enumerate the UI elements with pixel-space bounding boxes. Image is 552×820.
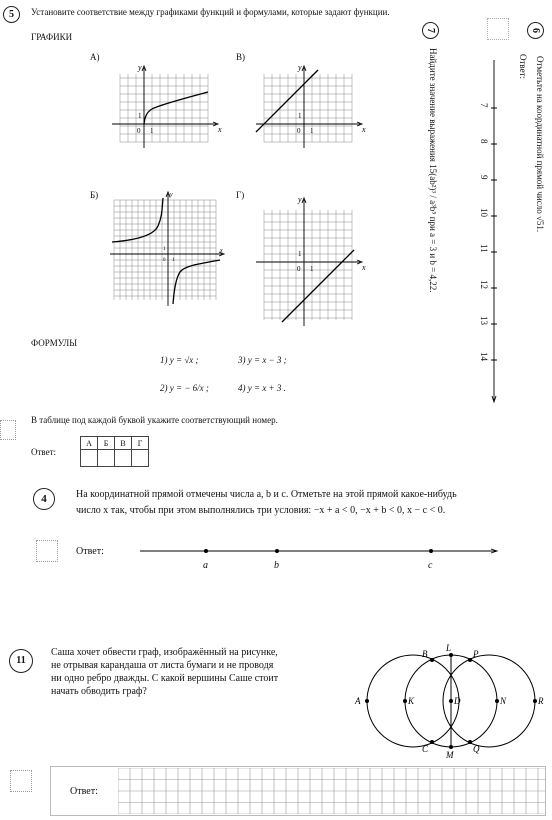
- task6-text: Отметьте на координатной прямой число √51.: [535, 56, 545, 233]
- formula-4: 4) y = x + 3 .: [238, 383, 286, 393]
- graph-a-zero: 0: [137, 127, 141, 135]
- formulas-heading: ФОРМУЛЫ: [31, 338, 78, 348]
- task4-answer-checkbox[interactable]: [36, 540, 58, 562]
- task5-answer-checkbox[interactable]: [0, 420, 16, 440]
- vertex-k: [403, 699, 407, 703]
- task11-text-4: начать обводить граф?: [51, 686, 147, 697]
- vertex-label-p: P: [473, 649, 479, 659]
- graph-v-one-x: 1: [310, 127, 314, 135]
- vertex-l: [449, 653, 453, 657]
- table-header-g: Г: [132, 437, 149, 450]
- vertex-b: [430, 658, 434, 662]
- vertex-label-n: N: [500, 696, 507, 706]
- point-c: [429, 549, 433, 553]
- task4-text-line2: число x так, чтобы при этом выполнялись три условия: −x + a < 0, −x + b < 0, x − c < 0.: [76, 505, 446, 516]
- task-number-5: 5: [3, 6, 20, 23]
- task11-text-1: Саша хочет обвести граф, изображённый на рисунке,: [51, 647, 278, 658]
- scale-label-14: 14: [479, 352, 489, 361]
- task-number-11: 11: [9, 649, 33, 673]
- vertex-label-q: Q: [473, 744, 480, 754]
- task7-answer-box[interactable]: [487, 18, 509, 40]
- graphs-heading: ГРАФИКИ: [31, 32, 73, 42]
- task-number-6: 6: [527, 22, 544, 39]
- graph-b-x-label: x: [220, 248, 223, 254]
- formula-1: 1) y = √x ;: [160, 355, 199, 365]
- graph-v-y-label: y: [298, 63, 302, 72]
- formula-3: 3) y = x − 3 ;: [238, 355, 287, 365]
- graph-v-x-label: x: [362, 125, 366, 134]
- graph-b: [108, 190, 228, 310]
- graph-v-one-y: 1: [298, 112, 302, 120]
- scale-label-11: 11: [479, 244, 489, 253]
- task5-answer-label: Ответ:: [31, 447, 57, 457]
- answer-table: [80, 436, 149, 467]
- task11-text-2: не отрывая карандаша от листа бумаги и не проводя: [51, 660, 274, 671]
- answer-cell-b[interactable]: [98, 450, 115, 467]
- point-a: [204, 549, 208, 553]
- task11-text-3: ни одно ребро дважды. С какой вершины Саше стоит: [51, 673, 279, 684]
- graph-v-line: [256, 70, 318, 132]
- vertex-label-k: K: [408, 696, 415, 706]
- graph-b-y-label: y: [170, 192, 173, 198]
- scale-label-7: 7: [479, 103, 489, 108]
- graph-b-one-y: 1: [163, 247, 166, 252]
- answer-cell-v[interactable]: [115, 450, 132, 467]
- graph-b-branch-left: [112, 198, 163, 242]
- task11-answer-grid[interactable]: [118, 768, 545, 814]
- table-header-v: В: [115, 437, 132, 450]
- vertex-q: [468, 740, 472, 744]
- point-label-a: a: [203, 560, 208, 571]
- task7-answer-label: Ответ:: [518, 54, 528, 80]
- horizontal-number-line[interactable]: [140, 544, 500, 558]
- scale-label-8: 8: [479, 139, 489, 144]
- vertex-label-m: M: [446, 750, 454, 760]
- vertex-p: [468, 658, 472, 662]
- graph-a-x-label: x: [218, 125, 222, 134]
- vertex-d: [449, 699, 453, 703]
- task11-answer-checkbox[interactable]: [10, 770, 32, 792]
- graph-g-zero: 0: [297, 265, 301, 273]
- scale-label-10: 10: [479, 208, 489, 217]
- graph-a-y-label: y: [138, 63, 142, 72]
- graph-g-one-y: 1: [298, 250, 302, 258]
- task4-answer-label: Ответ:: [76, 546, 104, 557]
- vertex-a: [365, 699, 369, 703]
- graph-g-one-x: 1: [310, 265, 314, 273]
- task-number-4: 4: [33, 488, 55, 510]
- scale-label-13: 13: [479, 316, 489, 325]
- vertex-label-b: B: [422, 649, 428, 659]
- vertex-m: [449, 745, 453, 749]
- graph-v: [252, 62, 372, 152]
- vertex-label-a: A: [355, 696, 361, 706]
- task4-text-line1: На координатной прямой отмечены числа a, b и c. Отметьте на этой прямой какое-нибудь: [76, 489, 457, 500]
- task-number-7: 7: [422, 22, 439, 39]
- graph-b-zero: 0: [163, 258, 166, 263]
- formula-2: 2) y = − 6/x ;: [160, 383, 209, 393]
- vertex-label-d: D: [454, 696, 461, 706]
- graph-label-b: Б): [90, 190, 99, 200]
- task5-question: Установите соответствие между графиками функций и формулами, которые задают функции.: [31, 7, 390, 17]
- vertex-c: [430, 740, 434, 744]
- graph-g-y-label: y: [298, 195, 302, 204]
- answer-cell-g[interactable]: [132, 450, 149, 467]
- scale-label-12: 12: [479, 280, 489, 289]
- point-label-b: b: [274, 560, 279, 571]
- graph-a-one-x: 1: [150, 127, 154, 135]
- graph-b-one-x: 1: [172, 258, 175, 263]
- table-instruction: В таблице под каждой буквой укажите соответствующий номер.: [31, 415, 278, 425]
- graph-a: [108, 62, 228, 152]
- task11-answer-label: Ответ:: [70, 786, 98, 797]
- vertex-label-c: C: [422, 744, 429, 754]
- point-b: [275, 549, 279, 553]
- vertex-label-l: L: [446, 643, 452, 653]
- vertex-r: [533, 699, 537, 703]
- graph-label-v: В): [236, 52, 245, 62]
- vertex-n: [495, 699, 499, 703]
- point-label-c: c: [428, 560, 433, 571]
- table-header-b: Б: [98, 437, 115, 450]
- table-header-a: А: [81, 437, 98, 450]
- graph-g: [252, 190, 372, 330]
- graph-label-g: Г): [236, 190, 245, 200]
- answer-cell-a[interactable]: [81, 450, 98, 467]
- scale-label-9: 9: [479, 175, 489, 180]
- graph-label-a: А): [90, 52, 100, 62]
- graph-a-one-y: 1: [138, 112, 142, 120]
- graph-diagram: [338, 640, 552, 762]
- graph-g-x-label: x: [362, 263, 366, 272]
- graph-v-zero: 0: [297, 127, 301, 135]
- vertex-label-r: R: [538, 696, 544, 706]
- task7-text: Найдите значение выражения 15(ab²)³ / a³b⁵ при a = 3 и b = 4,22.: [428, 48, 438, 293]
